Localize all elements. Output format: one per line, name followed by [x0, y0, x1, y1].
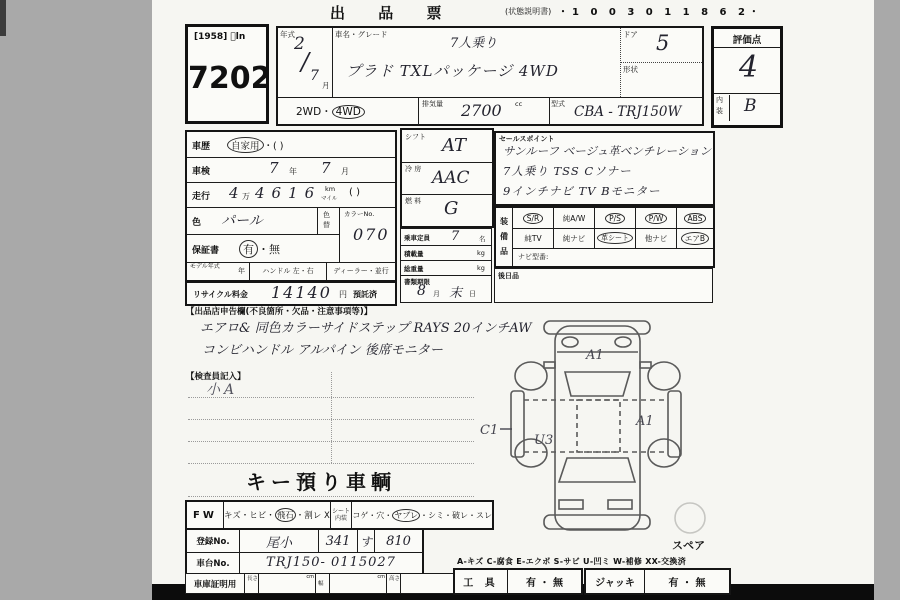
rating-label: 評価点: [714, 29, 780, 48]
year-month-unit: 月: [322, 81, 330, 90]
mileage-unit-km: km: [325, 185, 336, 193]
sheet-title: 出 品 票: [330, 4, 456, 22]
seller-notes-label: 【出品店申告欄(不良箇所・欠品・注意事項等)】: [186, 307, 373, 317]
recycle-fee-box: [185, 281, 397, 306]
rear-right-wheel: [648, 439, 680, 467]
garage-length-label: 長さ: [245, 574, 259, 593]
docs-label: 書類期限: [404, 278, 430, 286]
vehicle-info-table: [185, 130, 397, 282]
year-value: 2: [294, 34, 305, 54]
year-label: 年式: [280, 30, 295, 39]
fuel-row: [402, 194, 492, 226]
model-year-unit: 年: [220, 262, 250, 280]
weight-label: 総重量: [404, 265, 424, 273]
damage-mark-left: U3: [534, 433, 554, 448]
mileage-label: 走行: [192, 192, 211, 202]
seat-item-circled: ヤブレ: [394, 510, 418, 520]
recycle-label: リサイクル料金: [193, 290, 248, 299]
tools-box: [453, 568, 583, 595]
drive-options: [296, 104, 365, 119]
model-code-cell: [548, 97, 702, 125]
garage-width-unit: cm: [377, 574, 385, 580]
color-no-label: カラーNo.: [344, 210, 375, 218]
sales-point-label: セールスポイント: [499, 135, 555, 143]
interior-label: 内装: [714, 95, 730, 121]
fw-label: FW: [187, 502, 224, 528]
warranty-options: [239, 240, 280, 258]
chassis-number-label: 車台No.: [187, 552, 240, 573]
equipment-item-tv: 純TV: [524, 233, 542, 243]
glass-seat-condition-row: [185, 500, 494, 530]
model-code-value: CBA - TRJ150W: [574, 104, 682, 120]
docs-day-unit: 日: [469, 290, 476, 298]
docs-deadline-box: [400, 275, 492, 303]
right-mirror: [640, 362, 651, 368]
later-items-label: 後日品: [498, 272, 519, 280]
docs-month-unit: 月: [433, 290, 440, 298]
left-tail-light: [559, 500, 583, 509]
recycle-status: 預託済: [353, 290, 377, 299]
color-change-cell: [317, 207, 340, 235]
shift-row: [402, 130, 492, 163]
chassis-number-value: TRJ150- 0115027: [266, 555, 396, 570]
inspection-month-value: 7: [321, 159, 331, 177]
drive-4wd-circled: 4WD: [332, 105, 365, 119]
front-left-wheel: [515, 362, 547, 390]
color-label: 色: [192, 218, 202, 228]
shape-label: 形状: [623, 65, 638, 74]
equipment-item-leather: 革シート: [597, 232, 633, 244]
door-cell: [620, 28, 702, 97]
name-label: 車名・グレード: [335, 30, 388, 39]
shift-value: AT: [442, 135, 467, 156]
inspection-label: 車検: [192, 167, 211, 177]
equipment-item-navi: 純ナビ: [562, 233, 586, 243]
mileage-man-unit: 万: [242, 192, 250, 201]
model-year-label: モデル年式: [190, 263, 220, 270]
equipment-cell: [635, 208, 676, 228]
lot-number: 7202: [188, 61, 272, 96]
equipment-item-sr: S/R: [523, 213, 544, 224]
fw-items: [224, 502, 331, 528]
registration-number-row: [187, 530, 422, 553]
equipment-cell: [594, 228, 635, 248]
shape-cell: [620, 62, 702, 98]
photo-corner-mark: [0, 0, 6, 36]
displacement-label: 排気量: [422, 100, 443, 108]
sales-point-line-1: サンルーフ ベージュ革ベンチレーション: [503, 144, 712, 158]
lot-stamp: [1958] ゙ln: [194, 32, 246, 42]
mileage-unit-mile: マイル: [321, 196, 338, 202]
inspector-rule-line: [188, 463, 474, 464]
fuel-label: 燃 料: [405, 197, 422, 205]
equipment-cell: [553, 208, 594, 228]
ac-value: AAC: [432, 168, 470, 188]
equipment-row-1: [513, 208, 713, 229]
left-mirror: [544, 362, 555, 368]
docs-day-value: 末: [449, 286, 463, 301]
history-suffix: ・( ): [263, 141, 284, 152]
left-headlight: [562, 337, 578, 347]
displacement-value: 2700: [461, 101, 502, 120]
capacity-value: 7: [451, 229, 460, 244]
drive-cell: [278, 97, 418, 125]
chassis-number-row: [187, 552, 422, 573]
fw-item-circled: 飛石: [275, 508, 296, 522]
sheet-subtitle: (状態説明書): [505, 7, 552, 16]
sales-point-box: [494, 131, 715, 206]
equipment-box: [494, 206, 715, 268]
color-no-value: 070: [353, 225, 390, 244]
garage-height-label: 高さ: [387, 574, 401, 593]
mileage-digits: 4616: [255, 184, 322, 202]
inspector-note: 小A: [206, 382, 239, 398]
damage-legend: A-キズ C-腐食 E-エクボ S-サビ U-凹ミ W-補修 XX-交換済: [457, 557, 687, 566]
ac-row: [402, 162, 492, 195]
front-bumper: [544, 321, 650, 334]
shift-group-box: [400, 128, 494, 228]
windshield: [565, 372, 630, 396]
garage-certificate-row: [185, 573, 463, 594]
serial-number: ・1 0 0 3 0 1 1 8 6 2・: [558, 7, 763, 18]
registration-office: 尾小: [240, 530, 319, 552]
spare-label: スペア: [672, 539, 705, 552]
roof-outline: [577, 400, 620, 452]
door-value: 5: [656, 31, 670, 55]
registration-digits: 810: [386, 533, 411, 549]
registration-kana: す: [358, 530, 375, 552]
inspection-year-unit: 年: [289, 167, 297, 176]
equipment-cell: [553, 228, 594, 248]
recycle-unit: 円: [339, 290, 347, 299]
seller-notes-line-1: エアロ& 同色カラーサイドステップ RAYS 20インチAW: [200, 321, 532, 336]
fw-items-pre: キズ・ヒビ・: [223, 511, 275, 521]
seat-interior-label: シート内装: [331, 502, 353, 528]
jack-value: 有 ・ 無: [668, 578, 706, 589]
capacity-label: 乗車定員: [404, 234, 430, 242]
inspector-divider-line: [331, 372, 332, 463]
recycle-value: 14140: [271, 283, 332, 302]
jack-box: [584, 568, 731, 595]
color-no-cell: [339, 207, 396, 263]
key-deposit-note: キー預り車輌: [246, 470, 396, 494]
tools-label: 工 具: [455, 570, 508, 593]
drive-separator: ・: [321, 106, 332, 118]
navi-model-label: ナビ型番:: [518, 253, 549, 261]
registration-box: [185, 528, 424, 575]
equipment-row-2: [513, 228, 713, 249]
warranty-yes-circled: 有: [239, 240, 258, 258]
rating-value: 4: [739, 50, 759, 85]
color-value: パール: [221, 213, 263, 229]
shift-label: シフト: [405, 133, 426, 141]
equipment-label: 装備品: [496, 208, 513, 266]
seats-note: 7人乗り: [450, 36, 498, 51]
interior-value: B: [744, 96, 757, 116]
equipment-cell: [676, 228, 713, 248]
weight-row: [401, 260, 491, 276]
later-items-box: [494, 268, 713, 303]
inspection-year-value: 7: [269, 159, 279, 177]
door-label: ドア: [623, 30, 638, 39]
equipment-item-ps: P/S: [605, 213, 625, 224]
seller-notes-line-2: コンビハンドル アルパイン 後席モニター: [202, 343, 443, 358]
year-month-value: 7: [310, 68, 319, 84]
right-headlight: [615, 337, 631, 347]
color-row: [187, 207, 317, 235]
rating-box: [711, 26, 783, 128]
seat-items-post: ・シミ・破レ・スレ: [420, 510, 492, 520]
garage-length-unit: cm: [306, 574, 314, 580]
fuel-value: G: [444, 198, 459, 219]
damage-mark-left-edge: C1: [480, 423, 499, 438]
garage-length-cell: [259, 574, 316, 593]
garage-width-label: 幅: [316, 574, 330, 593]
vehicle-spec-box: [276, 26, 704, 126]
inspector-label: 【検査員記入】: [186, 372, 246, 382]
tools-value: 有 ・ 無: [526, 578, 563, 589]
interior-row: [714, 93, 780, 120]
year-cell: [278, 28, 333, 97]
registration-number-label: 登録No.: [187, 530, 240, 552]
equipment-item-airbag: エアB: [681, 232, 709, 245]
color-change-label: 色替: [323, 211, 330, 229]
history-value: [227, 137, 283, 153]
vehicle-name-value: プラド TXLパッケージ 4WD: [346, 62, 559, 80]
inspection-row: [187, 157, 395, 183]
sales-point-line-3: 9インチナビ TV Bモニター: [503, 184, 661, 198]
name-cell: [332, 28, 621, 97]
seat-items-pre: コゲ・穴・: [352, 510, 393, 520]
left-side-step: [511, 391, 524, 457]
history-row: [187, 132, 395, 158]
inspection-month-unit: 月: [341, 167, 349, 176]
equipment-cell: [635, 228, 676, 248]
damage-mark-right: A1: [636, 414, 654, 429]
spare-tire-circle: [675, 503, 705, 533]
right-tail-light: [608, 500, 632, 509]
warranty-row: [187, 234, 339, 263]
history-private-circled: 自家用: [227, 137, 264, 153]
dealer-options: ディーラー・並行: [333, 267, 389, 275]
capacity-row: [401, 229, 491, 246]
seat-items: [352, 502, 492, 528]
load-row: [401, 245, 491, 261]
warranty-label: 保証書: [192, 246, 220, 256]
equipment-item-other-navi: 他ナビ: [644, 233, 668, 243]
garage-label: 車庫証明用: [186, 574, 245, 593]
garage-width-cell: [330, 574, 387, 593]
history-label: 車歴: [192, 142, 211, 152]
equipment-cell: [513, 228, 553, 248]
displacement-cell: [418, 97, 550, 125]
fw-items-post: ・割レ X: [295, 511, 330, 521]
load-label: 積載量: [404, 250, 424, 258]
inspector-rule-line: [188, 496, 474, 497]
sales-point-line-2: 7人乗り TSS Cソナー: [503, 164, 632, 178]
displacement-unit: cc: [515, 100, 523, 108]
warranty-no: 無: [269, 243, 280, 256]
equipment-cell: [594, 208, 635, 228]
mileage-row: [187, 182, 395, 208]
docs-month-value: 8: [417, 283, 426, 299]
equipment-cell: [513, 208, 553, 228]
capacity-unit: 名: [479, 235, 486, 243]
model-code-label: 型式: [551, 100, 565, 108]
year-slash: /: [301, 48, 310, 76]
car-damage-diagram: [478, 316, 718, 562]
registration-class: 341: [319, 530, 358, 552]
equipment-item-pw: P/W: [645, 213, 667, 224]
ac-label: 冷 房: [405, 165, 422, 173]
jack-label: ジャッキ: [586, 570, 645, 593]
rear-window: [559, 458, 635, 482]
front-right-wheel: [648, 362, 680, 390]
capacity-group-box: [400, 228, 492, 277]
equipment-item-abs: ABS: [684, 213, 707, 224]
load-unit: kg: [477, 249, 485, 257]
weight-unit: kg: [477, 264, 485, 272]
damage-mark-front: A1: [586, 348, 604, 363]
mileage-man-value: 4: [229, 184, 239, 202]
drive-2wd: 2WD: [296, 106, 322, 118]
navi-model-row: [513, 248, 713, 266]
lot-box: [185, 24, 272, 124]
warranty-separator: ・: [258, 243, 269, 256]
mileage-paren: ( ): [349, 187, 360, 198]
model-year-row: [187, 262, 395, 280]
equipment-item-aw: 純A/W: [562, 213, 586, 223]
handle-options: ハンドル 左・右: [250, 262, 327, 280]
equipment-cell: [676, 208, 713, 228]
